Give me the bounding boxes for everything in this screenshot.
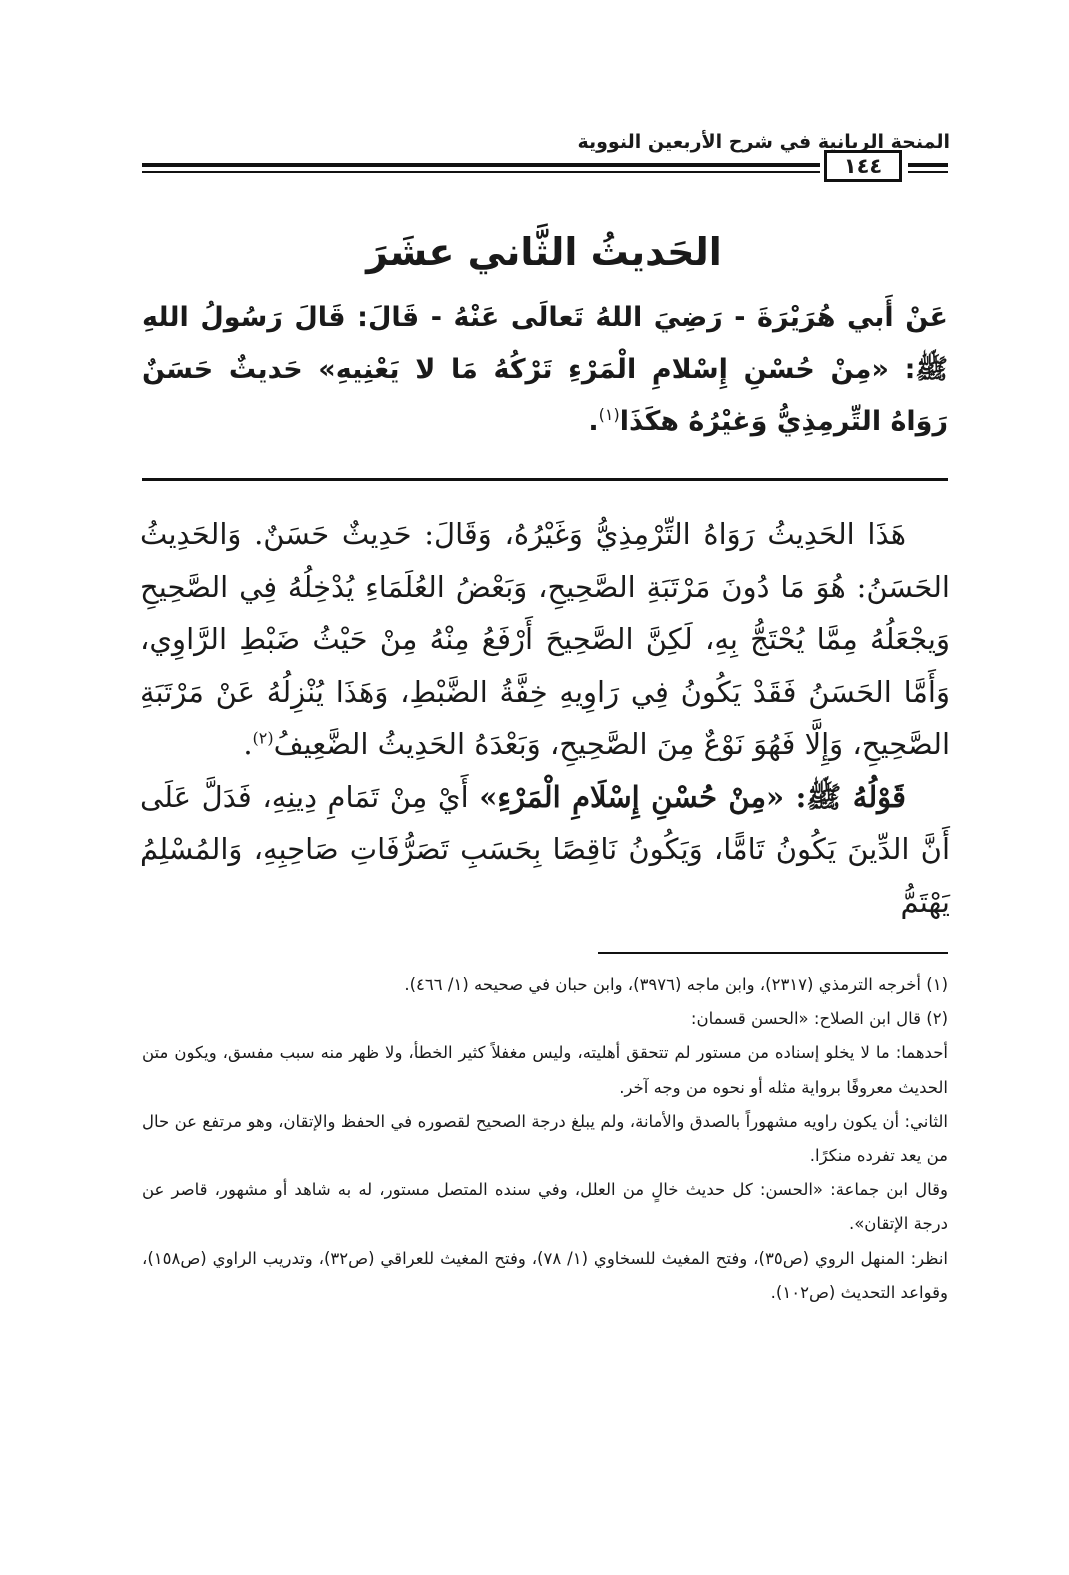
footnote-2-head: (٢) قال ابن الصلاح: «الحسن قسمان:: [690, 1009, 948, 1029]
hadith-end-mark: .: [588, 406, 599, 437]
footnote-ref-2[interactable]: (٢): [252, 728, 274, 748]
header-rule-right-thin: [908, 171, 948, 173]
paragraph-1-end: .: [243, 727, 253, 761]
section-divider: [142, 478, 948, 481]
footnote-1: (١) أخرجه الترمذي (٢٣١٧)، وابن ماجه (٣٩٧٦)، وابن حبان في صحيحه (١/ ٤٦٦).: [404, 975, 948, 994]
footnotes: [142, 968, 948, 1310]
footnote-divider: [598, 952, 948, 954]
footnote-2-references: انظر: المنهل الروي (ص٣٥)، وفتح المغيث للسخاوي (١/ ٧٨)، وفتح المغيث للعراقي (ص٣٢)، وتدريب الراوي (ص١٥٨)، وقواعد التحديث (ص١٠٢).: [142, 1248, 948, 1302]
paragraph-2-quote: قَوْلُهُ ﷺ: «مِنْ حُسْنِ إِسْلَامِ الْمَرْءِ»: [479, 779, 906, 814]
running-title: المنحة الربانية في شرح الأربعين النووية: [577, 131, 950, 153]
footnote-2-ibn-jamaa: وقال ابن جماعة: «الحسن: كل حديث خالٍ من العلل، وفي سنده المتصل مستور، له به شاهد أو مشهور، قاصر عن درجة الإتقان».: [142, 1180, 948, 1234]
hadith-main-text: عَنْ أَبي هُرَيْرَةَ - رَضِيَ اللهُ تَعالَى عَنْهُ - قَالَ: قَالَ رَسُولُ اللهِ ﷺ: «مِنْ حُسْنِ إِسْلامِ الْمَرْءِ تَرْكُهُ مَا لا يَعْنِيهِ» حَديثٌ حَسَنٌ رَوَاهُ التِّرمِذِيُّ وَغيْرُهُ هكَذَا: [142, 302, 948, 437]
commentary-body: [140, 508, 950, 928]
commentary-paragraph-2: [140, 771, 950, 929]
footnote-2-first-type: أحدهما: ما لا يخلو إسناده من مستور لم تتحقق أهليته، وليس مغفلاً كثير الخطأ، ولا ظهر منه سبب مفسق، ويكون متن الحديث معروفًا برواية مثله أو نحوه من وجه آخر.: [142, 1043, 948, 1097]
paragraph-2-text: أَيْ مِنْ تَمَامِ دِينِهِ، فَدَلَّ عَلَى أَنَّ الدِّينَ يَكُونُ تَامًّا، وَيَكُونُ نَاقِصًا بِحَسَبِ تَصَرُّفَاتِ صَاحِبِهِ، وَالمُسْلِمُ يَهْتَمُّ: [140, 779, 950, 919]
header-rule-right-thick: [908, 163, 948, 167]
page-number: ١٤٤: [824, 150, 902, 182]
header-rule-left-thick: [142, 163, 820, 167]
hadith-text: [142, 292, 948, 448]
hadith-heading: الحَديثُ الثَّاني عشَرَ: [366, 230, 722, 274]
footnote-ref-1[interactable]: (١): [598, 405, 620, 424]
commentary-paragraph-1: [140, 508, 950, 771]
paragraph-1-text: هَذَا الحَدِيثُ رَوَاهُ التِّرْمِذِيُّ وَغَيْرُهُ، وَقَالَ: حَدِيثٌ حَسَنٌ. وَالحَدِيثُ الحَسَنُ: هُوَ مَا دُونَ مَرْتَبَةِ الصَّحِيحِ، وَبَعْضُ العُلَمَاءِ يُدْخِلُهُ فِي الصَّحِيحِ وَيجْعَلُهُ مِمَّا يُحْتَجُّ بِهِ، لَكِنَّ الصَّحِيحَ أَرْفَعُ مِنْهُ مِنْ حَيْثُ ضَبْطِ الرَّاوِي، وَأَمَّا الحَسَنُ فَقَدْ يَكُونُ فِي رَاوِيهِ خِفَّةُ الضَّبْطِ، وَهَذَا يُنْزِلُهُ عَنْ مَرْتَبَةِ الصَّحِيحِ، وَإِلَّا فَهُوَ نَوْعٌ مِنَ الصَّحِيحِ، وَبَعْدَهُ الحَدِيثُ الضَّعِيفُ: [140, 517, 950, 761]
footnote-2-second-type: الثاني: أن يكون راويه مشهوراً بالصدق والأمانة، ولم يبلغ درجة الصحيح لقصوره في الحفظ والإتقان، وهو مرتفع عن حال من يعد تفرده منكرًا.: [142, 1111, 948, 1166]
header-rule-left-thin: [142, 171, 820, 173]
